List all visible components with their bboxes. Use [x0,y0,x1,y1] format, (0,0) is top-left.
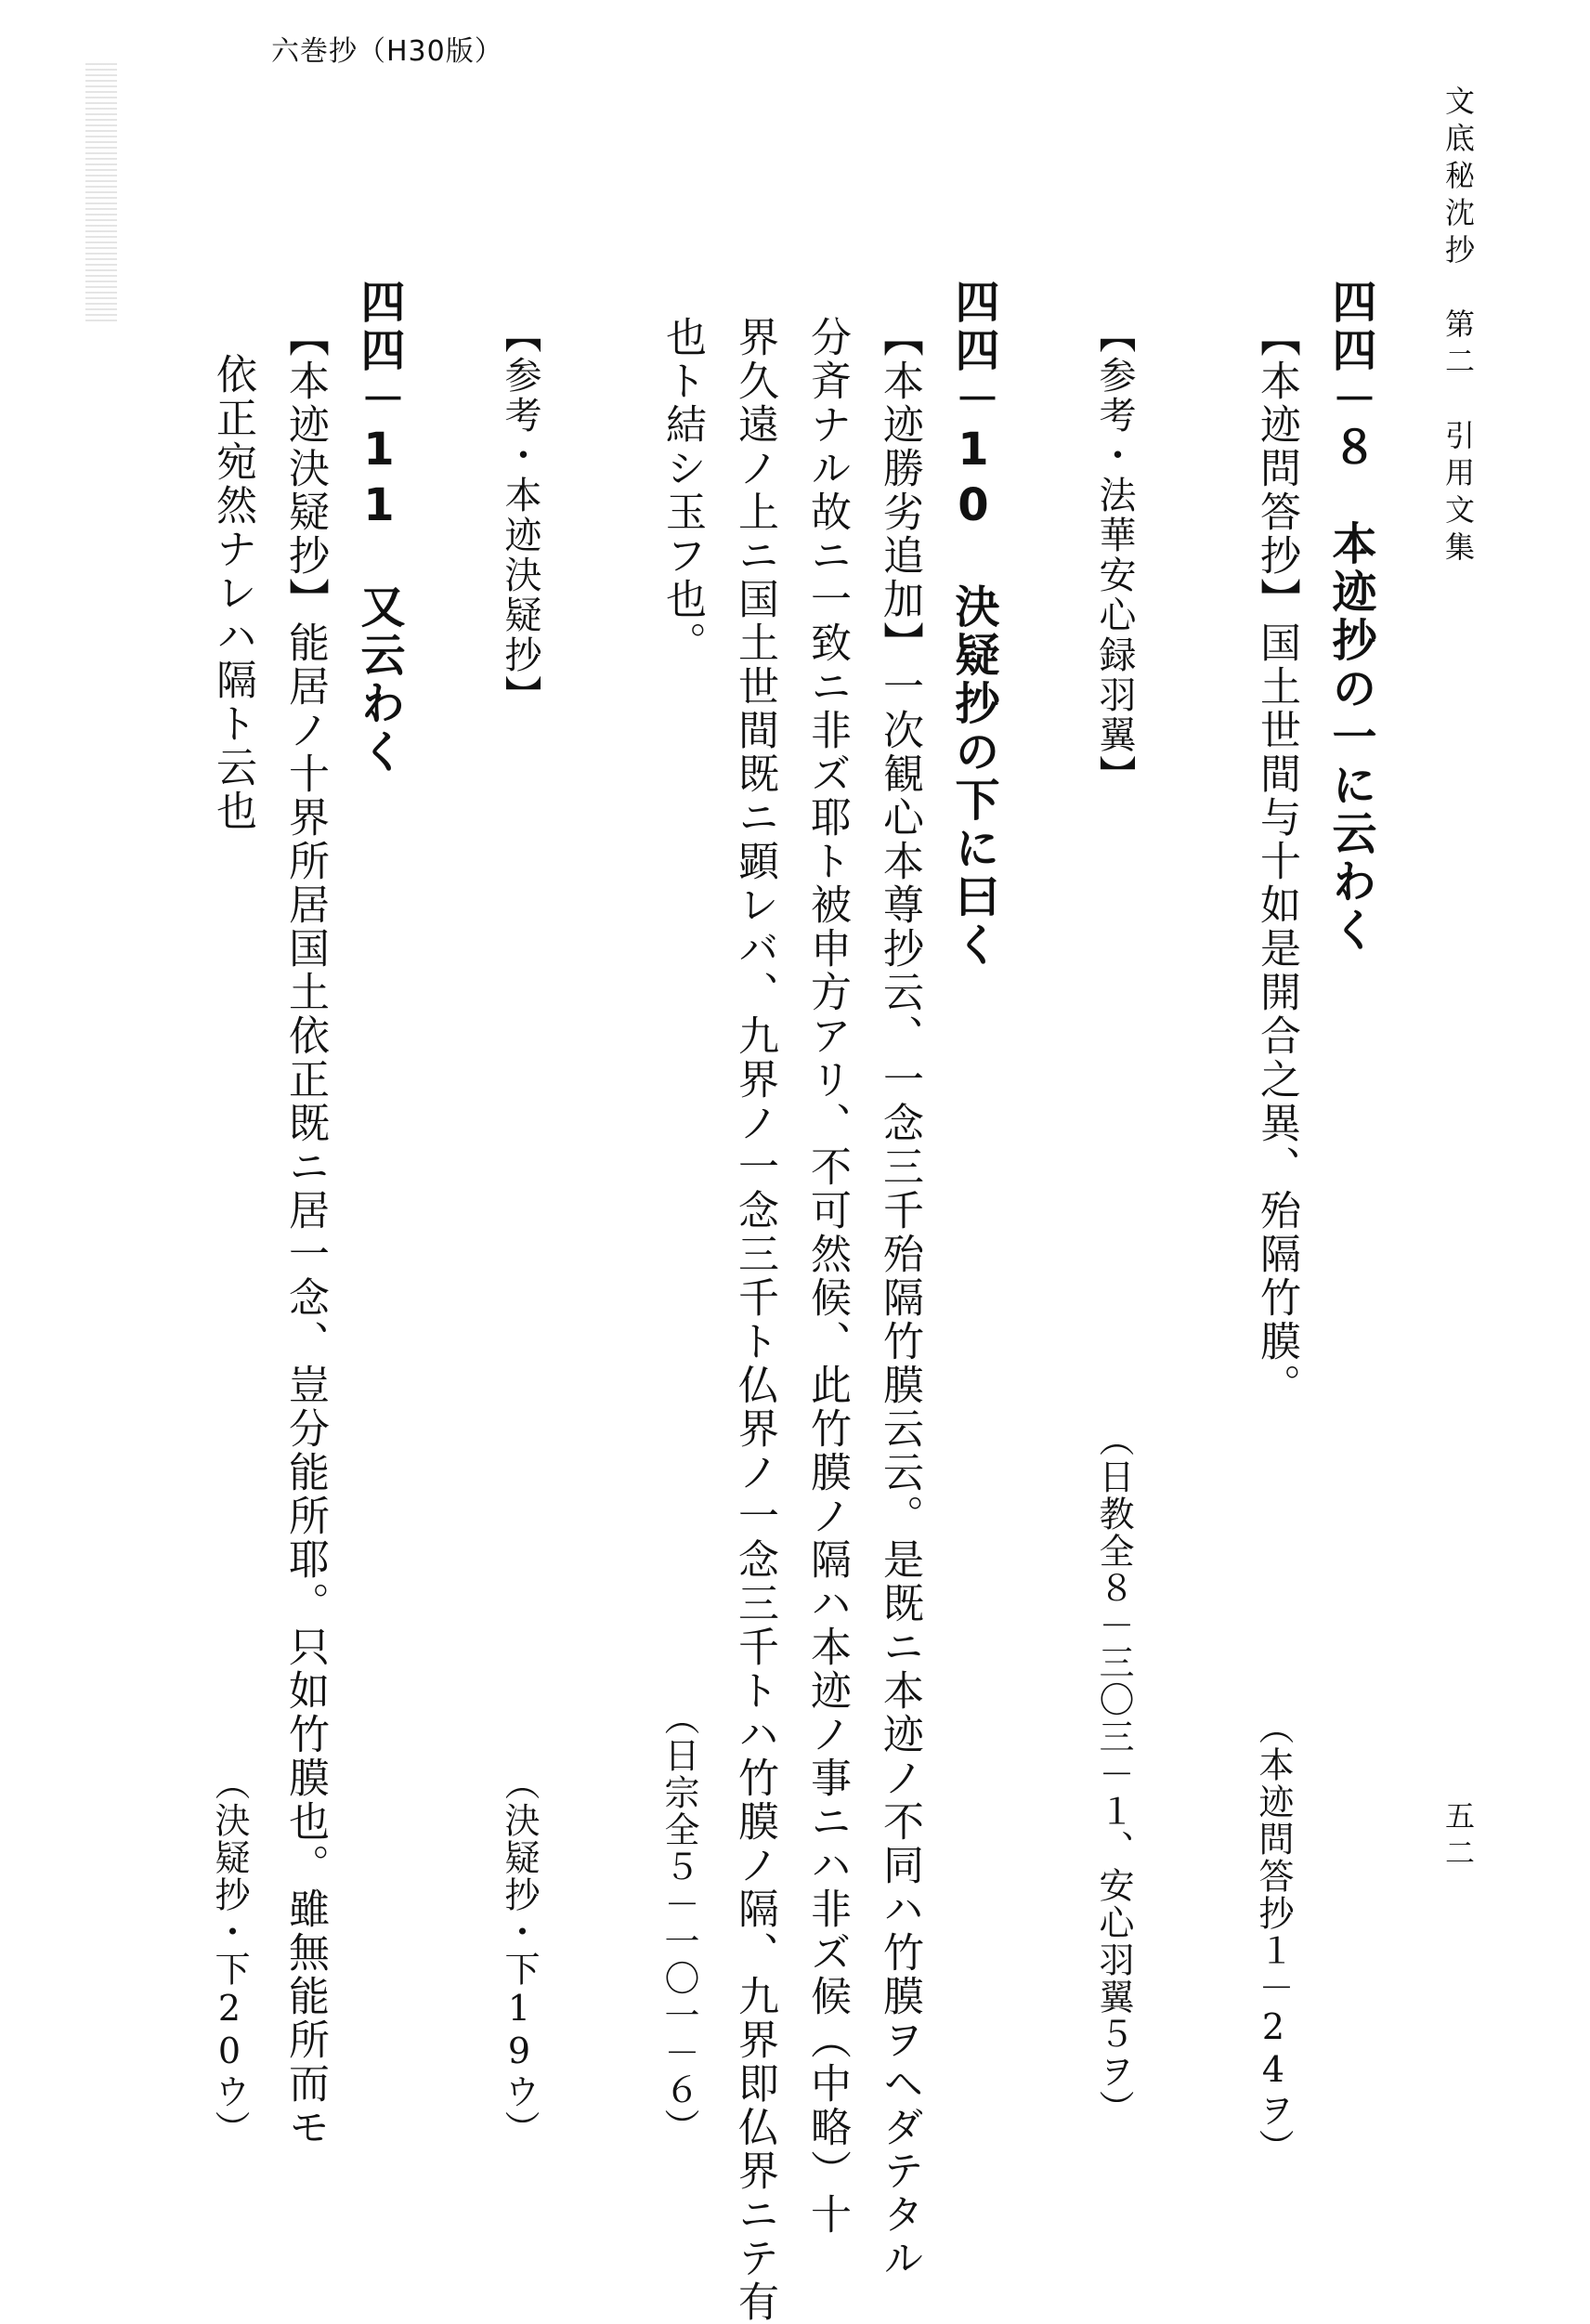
section-body-line: 依正宛然ナレハ隔ト云也 [209,353,256,833]
reference-label: 【参考・法華安心録羽翼】 [1093,316,1136,795]
reference-label: 【参考・本迹決疑抄】 [499,316,541,715]
body-text: 能居ノ十界所居国土依正既ニ居一念、豈分能所耶。只如竹膜也。雖無能所而モ [281,621,329,2149]
section-heading: 四四－８ 本迹抄の一に云わく [1324,279,1376,955]
scan-noise [85,63,117,325]
section-body [1253,316,1300,1407]
section-body-line [876,316,923,2280]
section-body-line: 界久遠ノ上ニ国土世間既ニ顕レバ、九界ノ一念三千ト仏界ノ一念三千トハ竹膜ノ隔、九界即仏界ニテ有 [731,316,778,2324]
source-label: 【本迹問答抄】 [1253,316,1300,621]
reference-citation: （日教全８－三〇三－１、安心羽翼５ヲ） [1093,1421,1134,2127]
section-heading: 四四－10 決疑抄の下に曰く [947,279,999,970]
page-stamp: 六巻抄（H30版） [271,35,503,68]
section-body-line [281,316,329,2149]
section-heading: 四四－11 又云わく [353,279,405,777]
citation: （日宗全５－一〇一－６） [658,1700,699,2146]
source-label: 【本迹決疑抄】 [281,316,329,621]
section-body-line: 也ト結シ玉フ也。 [658,316,706,665]
section-body-line: 分斉ナル故ニ一致ニ非ズ耶ト被申方アリ、不可然候、此竹膜ノ隔ハ本迹ノ事ニハ非ズ候（中略）十 [803,316,851,2237]
source-label: 【本迹勝劣追加】 [876,316,923,665]
page-number: 五二 [1440,1800,1476,1874]
body-text: 一次観心本尊抄云、一念三千殆隔竹膜云云。是既ニ本迹ノ不同ハ竹膜ヲヘダテタル [876,665,923,2280]
reference-citation: （決疑抄・下19ウ） [499,1765,540,2148]
running-head-title: 文底秘沈抄 第二 引用文集 [1440,85,1476,568]
body-text: 国土世間与十如是開合之異、殆隔竹膜。 [1253,621,1300,1407]
citation: （決疑抄・下20ウ） [209,1765,250,2148]
citation: （本迹問答抄１－24ヲ） [1253,1709,1294,2166]
